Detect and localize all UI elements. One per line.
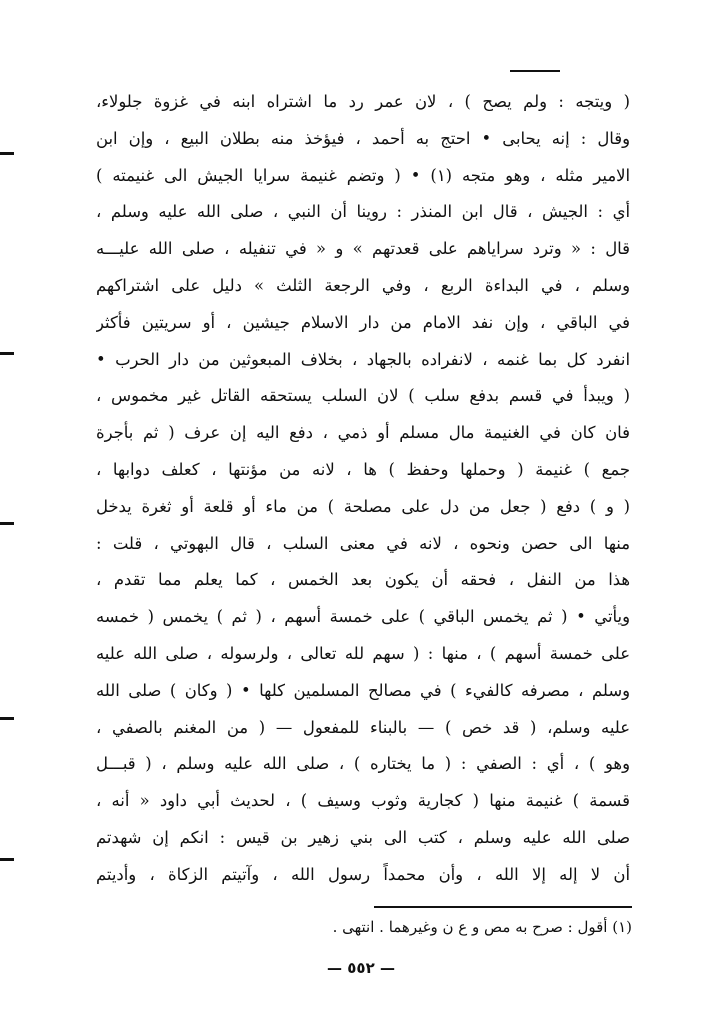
margin-mark (0, 717, 14, 720)
text-line: ( و ) دفع ( جعل من دل على مصلحة ) من ماء أو قلعة أو ثغرة يدخل (96, 496, 630, 516)
text-line: في الباقي ، وإن نفد الامام من دار الاسلام جيشين ، أو سريتين فأكثر (96, 312, 630, 332)
text-line: وهو ) ، أي : الصفي : ( ما يختاره ) ، صلى الله عليه وسلم ، ( قبـــل (96, 754, 630, 774)
text-line: صلى الله عليه وسلم ، كتب الى بني زهير بن قيس : انكم إن شهدتم (96, 827, 630, 847)
text-line: أي : الجيش ، قال ابن المنذر : روينا أن النبي ، صلى الله عليه وسلم ، (96, 202, 630, 222)
main-text (96, 84, 630, 894)
text-line: منها الى حصن ونحوه ، لانه في معنى السلب ، قال البهوتي ، قلت : (96, 533, 630, 553)
text-line: وسلم ، مصرفه كالفيء ) في مصالح المسلمين كلها • ( وكان ) صلى الله (96, 680, 630, 700)
footnote: (١) أقول : صرح به م‍ص و ع ن وغيرهما . انتهى . (332, 918, 632, 936)
margin-mark (0, 522, 14, 525)
text-line: هذا من النفل ، فحقه أن يكون بعد الخمس ، كما يعلم مما تقدم ، (96, 570, 630, 590)
text-line: وقال : إنه يحابى • احتج به أحمد ، فيؤخذ منه بطلان البيع ، وإن ابن (96, 128, 630, 148)
text-line: وسلم ، في البداءة الربع ، وفي الرجعة الثلث » دليل على اشتراكهم (96, 275, 630, 295)
top-rule (510, 70, 560, 72)
text-line: أن لا إله إلا الله ، وأن محمداً رسول الله ، وآتيتم الزكاة ، وأديتم (96, 864, 630, 884)
text-line: ( ويبدأ في قسم بدفع سلب ) لان السلب يستحقه القاتل غير مخموس ، (96, 386, 630, 406)
text-line: على خمسة أسهم ) ، منها : ( سهم لله تعالى ، ولرسوله ، صلى الله عليه (96, 643, 630, 663)
text-line: الامير مثله ، وهو متجه (١) • ( وتضم غنيمة سرايا الجيش الى غنيمته ) (96, 165, 630, 185)
text-line: عليه وسلم، ( قد خص ) — بالبناء للمفعول — ( من المغنم بالصفي ، (96, 717, 630, 737)
text-line: قال : « وترد سراياهم على قعدتهم » و « في تنفيله ، صلى الله عليـــه (96, 239, 630, 259)
text-line: فان كان في الغنيمة مال مسلم أو ذمي ، دفع اليه إن عرف ( ثم بأجرة (96, 423, 630, 443)
text-line: انفرد كل بما غنمه ، لانفراده بالجهاد ، بخلاف المبعوثين من دار الحرب • (96, 349, 630, 369)
footnote-rule (374, 906, 632, 908)
margin-mark (0, 858, 14, 861)
text-line: ويأتي • ( ثم يخمس الباقي ) على خمسة أسهم ، ( ثم ) يخمس ( خمسه (96, 607, 630, 627)
margin-mark (0, 352, 14, 355)
text-line: ( ويتجه : ولم يصح ) ، لان عمر رد ما اشتراه ابنه في غزوة جلولاء، (96, 92, 630, 111)
page-number: — ٥٥٢ — (327, 959, 395, 977)
text-line: قسمة ) غنيمة منها ( كجارية وثوب وسيف ) ، لحديث أبي داود « أنه ، (96, 791, 630, 811)
margin-mark (0, 152, 14, 155)
text-line: جمع ) غنيمة ( وحملها وحفظ ) ها ، لانه من مؤنتها ، كعلف دوابها ، (96, 459, 630, 479)
